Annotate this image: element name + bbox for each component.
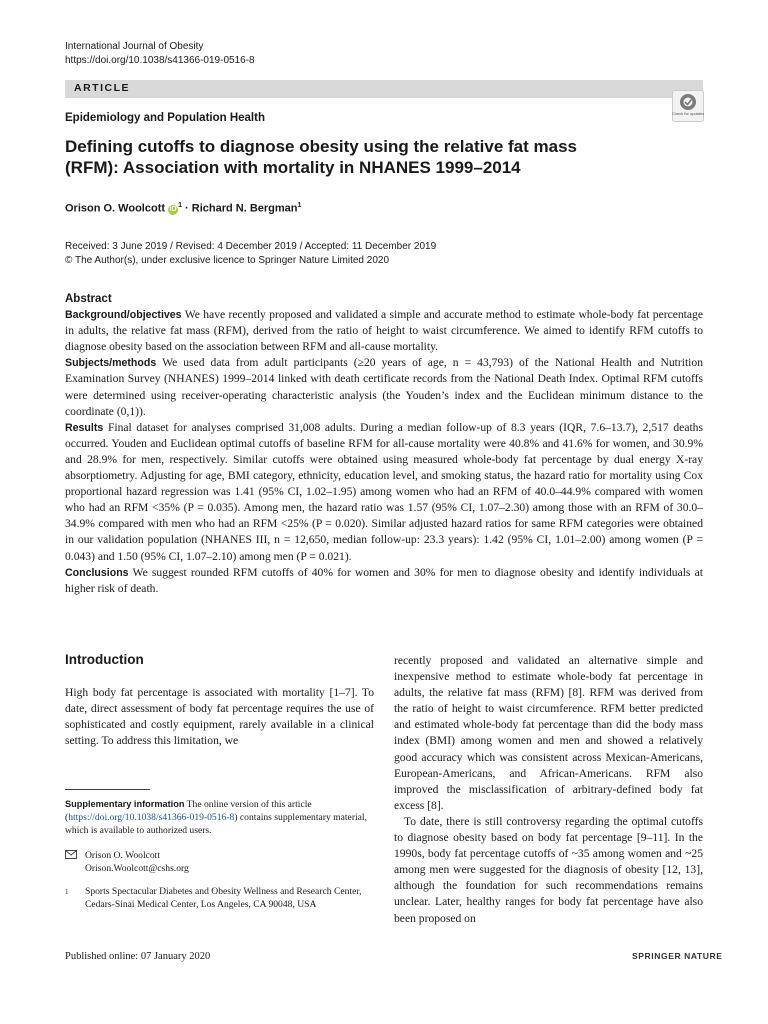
abstract-subjects <box>65 355 703 419</box>
affiliation <box>65 886 374 912</box>
affiliation-ref: 1 <box>297 202 302 209</box>
journal-header <box>65 40 255 68</box>
corresponding-author: Orison O. Woolcott <box>85 850 160 861</box>
supplementary-text: ) contains supplementary material, which is available to authorized users. <box>65 811 367 836</box>
article-type-label: ARTICLE <box>74 82 130 94</box>
journal-doi[interactable]: https://doi.org/10.1038/s41366-019-0516-8 <box>65 55 255 66</box>
abstract-label: Background/objectives <box>65 309 182 322</box>
supplementary-note <box>65 798 374 837</box>
abstract-text: We have recently proposed and validated a simple and accurate method to estimate whole-body fat percentage in adults, the relative fat mass (RFM), derived from the ratio of height to waist circumference. We aimed to identify RFM cutoffs to diagnose obesity based on the association between RFM and all-cause mortality. <box>65 308 703 354</box>
abstract-label: Subjects/methods <box>65 357 157 370</box>
supplementary-link[interactable]: https://doi.org/10.1038/s41366-019-0516-8 <box>68 811 235 823</box>
abstract-heading: Abstract <box>65 293 112 305</box>
abstract-results <box>65 420 703 565</box>
introduction-heading: Introduction <box>65 652 144 667</box>
author-list <box>65 202 301 215</box>
published-date: Published online: 07 January 2020 <box>65 951 211 962</box>
article-title: Defining cutoffs to diagnose obesity using the relative fat mass (RFM): Association with mortality in NHANES 1999–2014 <box>65 137 577 177</box>
abstract-label: Results <box>65 421 104 434</box>
affiliation-number: 1 <box>65 888 69 896</box>
supplementary-label: Supplementary information <box>65 799 185 809</box>
author-name[interactable]: Orison O. Woolcott <box>65 202 166 215</box>
abstract-text: We used data from adult participants (≥20 years of age, n = 43,793) of the National Health and Nutrition Examination Survey (NHANES) 1999–2014 linked with death certificate records from the National Death Index. Optimal RFM cutoffs were determined using receiver-operating characteristic analysis (the Youden’s index and the Euclidean minimum distance to the coordinate (0,1)). <box>65 356 703 418</box>
supplementary-text: The online version of this article ( <box>65 799 312 823</box>
crossmark-label: Check for updates <box>672 111 704 116</box>
abstract-label: Conclusions <box>65 566 129 579</box>
article-history <box>65 240 436 268</box>
abstract-background <box>65 307 703 355</box>
envelope-icon <box>65 850 85 876</box>
correspondence <box>65 850 374 876</box>
history-dates: Received: 3 June 2019 / Revised: 4 December 2019 / Accepted: 11 December 2019 <box>65 241 437 252</box>
body-column-right <box>394 653 703 927</box>
affiliation-text: Sports Spectacular Diabetes and Obesity Wellness and Research Center, Cedars-Sinai Medical Center, Los Angeles, CA 90048, USA <box>85 886 362 910</box>
body-paragraph: To date, there is still controversy regarding the optimal cutoffs to diagnose obesity based on body fat percentage [9–11]. In the 1990s, body fat percentage cutoffs of ~35 among women and ~25 among men were suggested for the diagnosis of obesity [12, 13], although the foundation for such recommendations remains unclear. Later, healthy ranges for body fat percentage have also been proposed on <box>394 814 703 925</box>
body-column-left: High body fat percentage is associated with mortality [1–7]. To date, direct assessment of body fat percentage requires the use of sophisticated and costly equipment, rarely available in a clinical setting. To address this limitation, we <box>65 686 374 748</box>
publisher-logo: SPRINGER NATURE <box>632 951 723 961</box>
abstract-conclusions <box>65 565 703 597</box>
crossmark-icon <box>672 90 704 122</box>
article-type-bar <box>65 80 703 98</box>
affiliation-ref: 1 <box>178 202 182 209</box>
abstract-text: We suggest rounded RFM cutoffs of 40% for women and 30% for men to diagnose obesity and identify individuals at higher risk of death. <box>65 565 703 595</box>
body-paragraph: recently proposed and validated an alternative simple and inexpensive method to estimate whole-body fat percentage in adults, the relative fat mass (RFM) [8]. RFM was derived from the ratio of height to waist circumference. RFM better predicted and estimated whole-body fat percentage than did the body mass index (BMI) among women and men and showed a relatively good accuracy which was consistent across Mexican-Americans, European-Americans, and African-Americans. RFM also improved the misclassification of arbitrary-defined body fat excess [8]. <box>394 654 703 812</box>
crossmark-button[interactable] <box>672 90 704 122</box>
footnote-divider <box>65 789 150 790</box>
abstract <box>65 291 703 597</box>
journal-name: International Journal of Obesity <box>65 41 204 52</box>
author-separator: · <box>181 202 192 215</box>
corresponding-email[interactable]: Orison.Woolcott@cshs.org <box>85 862 189 874</box>
section-label: Epidemiology and Population Health <box>65 112 265 124</box>
copyright-notice: © The Author(s), under exclusive licence to Springer Nature Limited 2020 <box>65 255 390 266</box>
orcid-icon[interactable]: iD <box>169 205 177 213</box>
author-name[interactable]: Richard N. Bergman <box>191 202 298 215</box>
abstract-text: Final dataset for analyses comprised 31,008 adults. During a median follow-up of 8.3 years (IQR, 7.6–13.7), 2,517 deaths occurred. Youden and Euclidean optimal cutoffs of baseline RFM for all-cause mortality were 40.8% and 41.6% for women, and 30.9% and 28.9% for men, respectively. Similar cutoffs were obtained using measured whole-body fat percentage by dual energy X-ray absorptiometry. Adjusting for age, BMI category, ethnicity, education level, and smoking status, the hazard ratio for mortality using Cox proportional hazard regression was 1.41 (95% CI, 1.02–1.95) among women who had an RFM of 40.0–44.9% compared with women who had an RFM <35% (P = 0.035). Among men, the hazard ratio was 1.57 (95% CI, 1.07–2.30) among those with an RFM of 30.0–34.9% compared with men who had an RFM <25% (P = 0.020). Similar adjusted hazard ratios for same RFM categories were obtained in our validation population (NHANES III, n = 12,650, median follow-up: 23.3 years): 1.42 (95% CI, 1.01–2.00) among women (P = 0.043) and 1.50 (95% CI, 1.07–2.10) among men (P = 0.021). <box>65 420 703 563</box>
